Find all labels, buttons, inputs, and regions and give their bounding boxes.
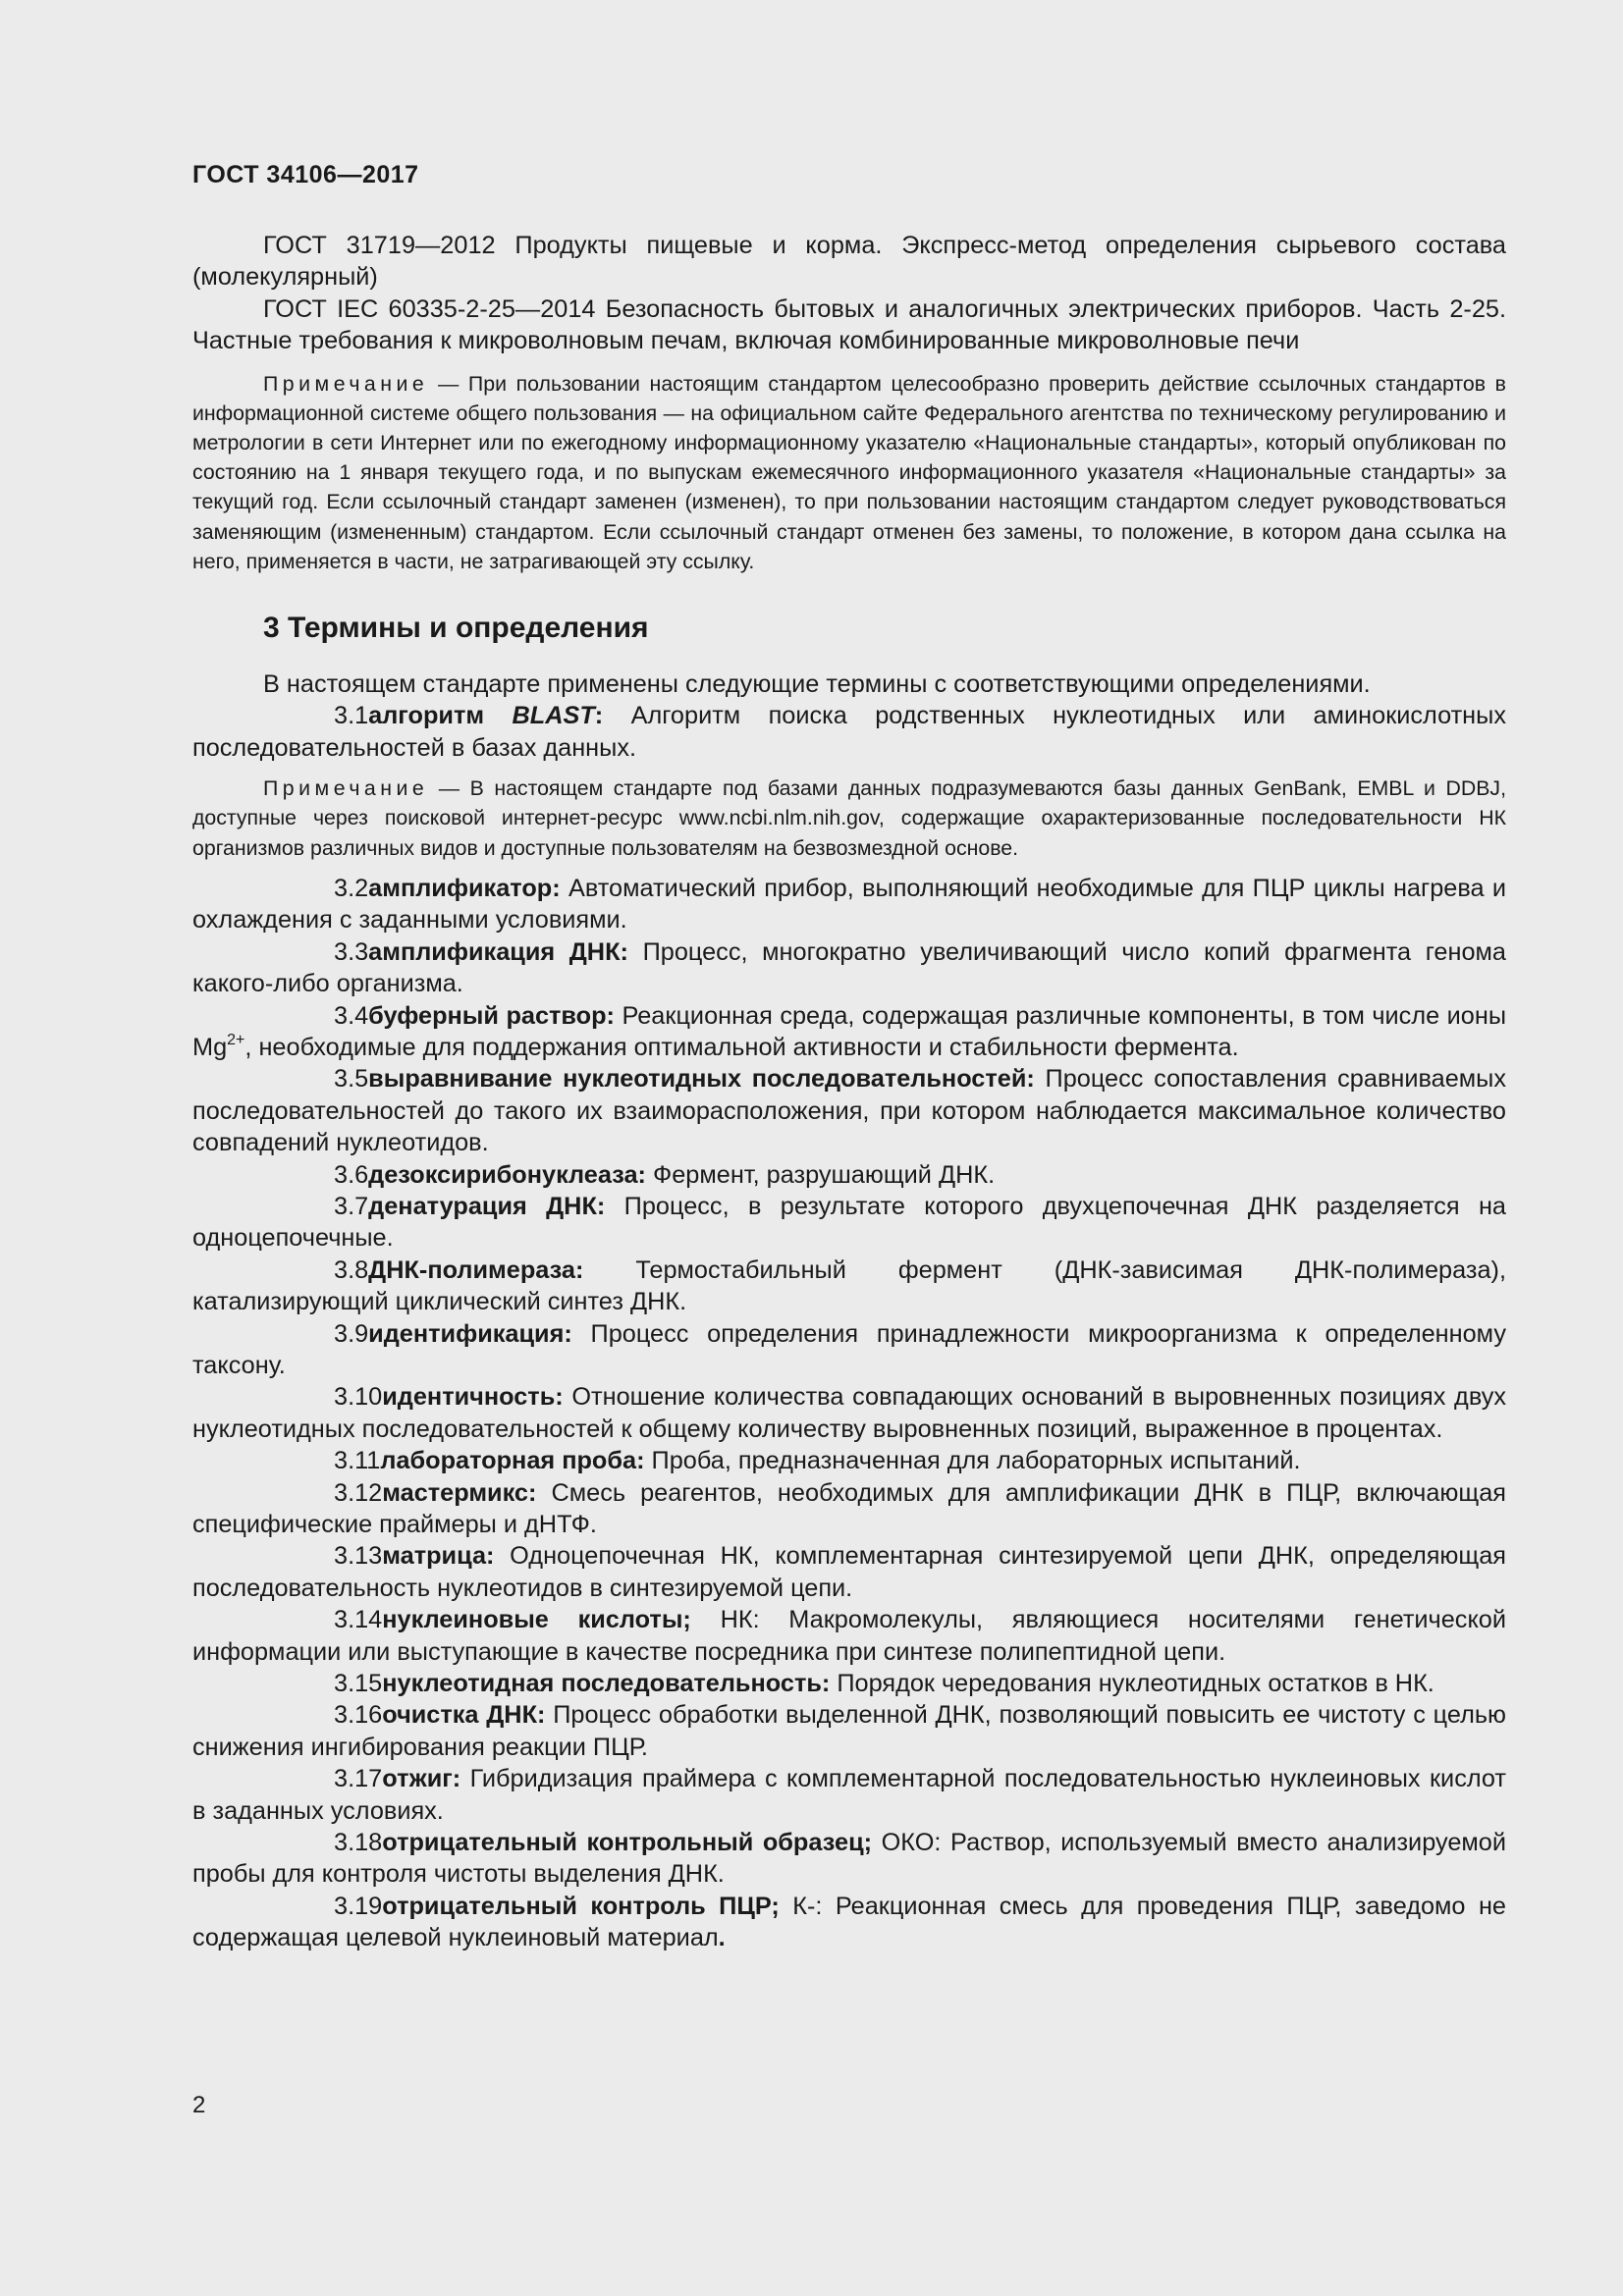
term-3-3 — [192, 936, 1506, 1000]
section-intro: В настоящем стандарте применены следующие термины с соответствующими определениями. — [263, 670, 1371, 699]
term-number: 3.10 — [334, 1383, 383, 1412]
term-name: отжиг: — [382, 1765, 461, 1793]
term-number: 3.9 — [334, 1319, 369, 1348]
term-definition: Проба, предназначенная для лабораторных испытаний. — [644, 1447, 1301, 1475]
term-definition: Процесс обработки выделенной ДНК, позволяющий повысить ее чистоту с целью снижения ингибирования реакции ПЦР. — [192, 1701, 1506, 1761]
term-number: 3.4 — [334, 1001, 369, 1030]
term-number: 3.11 — [334, 1447, 381, 1475]
term-3-18 — [192, 1827, 1506, 1891]
term-definition: Порядок чередования нуклеотидных остатков в НК. — [830, 1670, 1434, 1698]
note-databases — [192, 774, 1506, 863]
term-definition: Автоматический прибор, выполняющий необходимые для ПЦР циклы нагрева и охлаждения с заданными условиями. — [192, 874, 1506, 934]
term-colon: : — [594, 702, 604, 730]
term-definition: Процесс сопоставления сравниваемых последовательностей до такого их взаиморасположения, при котором наблюдается максимальное количество совпадений нуклеотидов. — [192, 1065, 1506, 1157]
term-number: 3.3 — [334, 937, 369, 966]
term-name: денатурация ДНК: — [368, 1192, 606, 1220]
term-number: 3.17 — [334, 1765, 383, 1793]
term-3-19 — [192, 1891, 1506, 1954]
term-number: 3.1 — [334, 702, 369, 730]
term-3-17 — [192, 1763, 1506, 1827]
term-definition: ОКО: Раствор, используемый вместо анализируемой пробы для контроля чистоты выделения ДНК. — [192, 1829, 1507, 1889]
term-number: 3.18 — [334, 1829, 383, 1857]
term-name: отрицательный контрольный образец; — [382, 1829, 873, 1857]
reference-gost-iec-60335: ГОСТ IEC 60335-2-25—2014 Безопасность бытовых и аналогичных электрических приборов. Часть 2-25. Частные требования к микроволновым печам, включая комбинированные микроволновые печи — [192, 294, 1506, 355]
term-definition: Гибридизация праймера с комплементарной последовательностью нуклеиновых кислот в заданных условиях. — [192, 1765, 1506, 1825]
note-label: Примечание — [263, 371, 429, 396]
term-number: 3.2 — [334, 874, 369, 902]
term-definition: НК: Макромолекулы, являющиеся носителями генетической информации или выступающие в качестве посредника при синтезе полипептидной цепи. — [192, 1606, 1506, 1666]
term-3-5 — [192, 1063, 1506, 1158]
term-3-4 — [192, 1000, 1506, 1064]
term-name: алгоритм — [368, 702, 513, 730]
term-definition: Алгоритм поиска родственных нуклеотидных или аминокислотных последовательностей в базах данных. — [192, 702, 1506, 762]
term-definition: Термостабильный фермент (ДНК-зависимая ДНК-полимераза), катализирующий циклический синтез ДНК. — [192, 1255, 1506, 1316]
term-number: 3.5 — [334, 1065, 369, 1094]
term-definition: Реакционная среда, содержащая различные компоненты, в том числе ионы Mg — [192, 1001, 1506, 1061]
term-name: нуклеотидная последовательность: — [382, 1670, 831, 1698]
term-3-7 — [192, 1191, 1506, 1255]
note-references — [192, 369, 1506, 576]
term-name: ДНК-полимераза: — [368, 1255, 584, 1284]
term-number: 3.6 — [334, 1160, 369, 1189]
page-header: ГОСТ 34106—2017 — [192, 161, 419, 188]
term-name: выравнивание нуклеотидных последовательностей: — [368, 1065, 1035, 1094]
term-number: 3.13 — [334, 1542, 383, 1571]
term-3-11 — [192, 1445, 1506, 1476]
term-3-1 — [192, 700, 1506, 764]
term-definition: Отношение количества совпадающих оснований в выровненных позициях двух нуклеотидных последовательностей к общему количеству выровненных позиций, выраженное в процентах. — [192, 1383, 1506, 1443]
term-definition-cont: , необходимые для поддержания оптимальной активности и стабильности фермента. — [244, 1033, 1239, 1061]
term-name: мастермикс: — [382, 1478, 537, 1507]
term-number: 3.8 — [334, 1255, 369, 1284]
term-definition: Фермент, разрушающий ДНК. — [645, 1160, 996, 1189]
term-3-6 — [192, 1159, 1506, 1191]
note-text: — При пользовании настоящим стандартом целесообразно проверить действие ссылочных стандартов в информационной системе общего пользования — на официальном сайте Федерального агентства по техническому регулированию и метрологии в сети Интернет или по ежегодному информационному указателю «Национальные стандарты», который опубликован по состоянию на 1 января текущего года, и по выпускам ежемесячного информационного указателя «Национальные стандарты» за текущий год. Если ссылочный стандарт заменен (изменен), то при пользовании настоящим стандартом следует руководствоваться заменяющим (измененным) стандартом. Если ссылочный стандарт отменен без замены, то положение, в котором дана ссылка на него, применяется в части, не затрагивающей эту ссылку. — [192, 371, 1506, 573]
term-number: 3.15 — [334, 1670, 383, 1698]
term-name: отрицательный контроль ПЦР; — [382, 1892, 780, 1920]
term-3-10 — [192, 1381, 1506, 1445]
term-name: дезоксирибонуклеаза: — [368, 1160, 646, 1189]
term-definition: Процесс, в результате которого двухцепочечная ДНК разделяется на одноцепочечные. — [192, 1192, 1506, 1253]
term-3-8 — [192, 1255, 1506, 1318]
term-name: буферный раствор: — [368, 1001, 615, 1030]
term-name: лабораторная проба: — [380, 1447, 645, 1475]
term-name-italic: BLAST — [512, 702, 595, 730]
term-name: нуклеиновые кислоты; — [382, 1606, 691, 1634]
term-name: очистка ДНК: — [382, 1701, 546, 1730]
note-label: Примечание — [263, 776, 429, 801]
term-3-9 — [192, 1318, 1506, 1382]
page-number: 2 — [192, 2092, 206, 2118]
term-3-16 — [192, 1699, 1506, 1763]
term-definition: Процесс определения принадлежности микроорганизма к определенному таксону. — [192, 1319, 1506, 1379]
superscript: 2+ — [227, 1031, 245, 1048]
term-definition: Процесс, многократно увеличивающий число копий фрагмента генома какого-либо организма. — [192, 937, 1506, 998]
term-3-14 — [192, 1604, 1506, 1668]
term-name: матрица: — [382, 1542, 495, 1571]
note-text: — В настоящем стандарте под базами данных подразумеваются базы данных GenBank, EMBL и DDBJ, доступные через поисковой интернет-ресурс www.ncbi.nlm.nih.gov, содержащие охарактеризованные последовательности НК организмов различных видов и доступные пользователям на безвозмездной основе. — [192, 776, 1506, 860]
term-definition: К-: Реакционная смесь для проведения ПЦР, заведомо не содержащая целевой нуклеиновый материал — [192, 1892, 1506, 1952]
term-name: идентичность: — [382, 1383, 564, 1412]
term-number: 3.7 — [334, 1192, 369, 1220]
reference-gost-31719: ГОСТ 31719—2012 Продукты пищевые и корма. Экспресс-метод определения сырьевого состава (молекулярный) — [192, 232, 1506, 292]
term-name: амплификация ДНК: — [368, 937, 628, 966]
term-3-15 — [192, 1668, 1506, 1699]
term-definition: Смесь реагентов, необходимых для амплификации ДНК в ПЦР, включающая специфические праймеры и дНТФ. — [192, 1478, 1506, 1538]
term-name: амплификатор: — [368, 874, 561, 902]
term-name: идентификация: — [368, 1319, 572, 1348]
term-number: 3.19 — [334, 1892, 383, 1920]
term-number: 3.16 — [334, 1701, 383, 1730]
term-number: 3.14 — [334, 1606, 383, 1634]
page-content — [192, 230, 1506, 1954]
term-3-2 — [192, 873, 1506, 936]
term-definition: Одноцепочечная НК, комплементарная синтезируемой цепи ДНК, определяющая последовательность нуклеотидов в синтезируемой цепи. — [192, 1542, 1506, 1602]
term-3-13 — [192, 1540, 1506, 1604]
term-number: 3.12 — [334, 1478, 383, 1507]
term-end-period: . — [718, 1924, 726, 1952]
term-3-12 — [192, 1477, 1506, 1541]
section-title: 3 Термины и определения — [263, 612, 649, 645]
